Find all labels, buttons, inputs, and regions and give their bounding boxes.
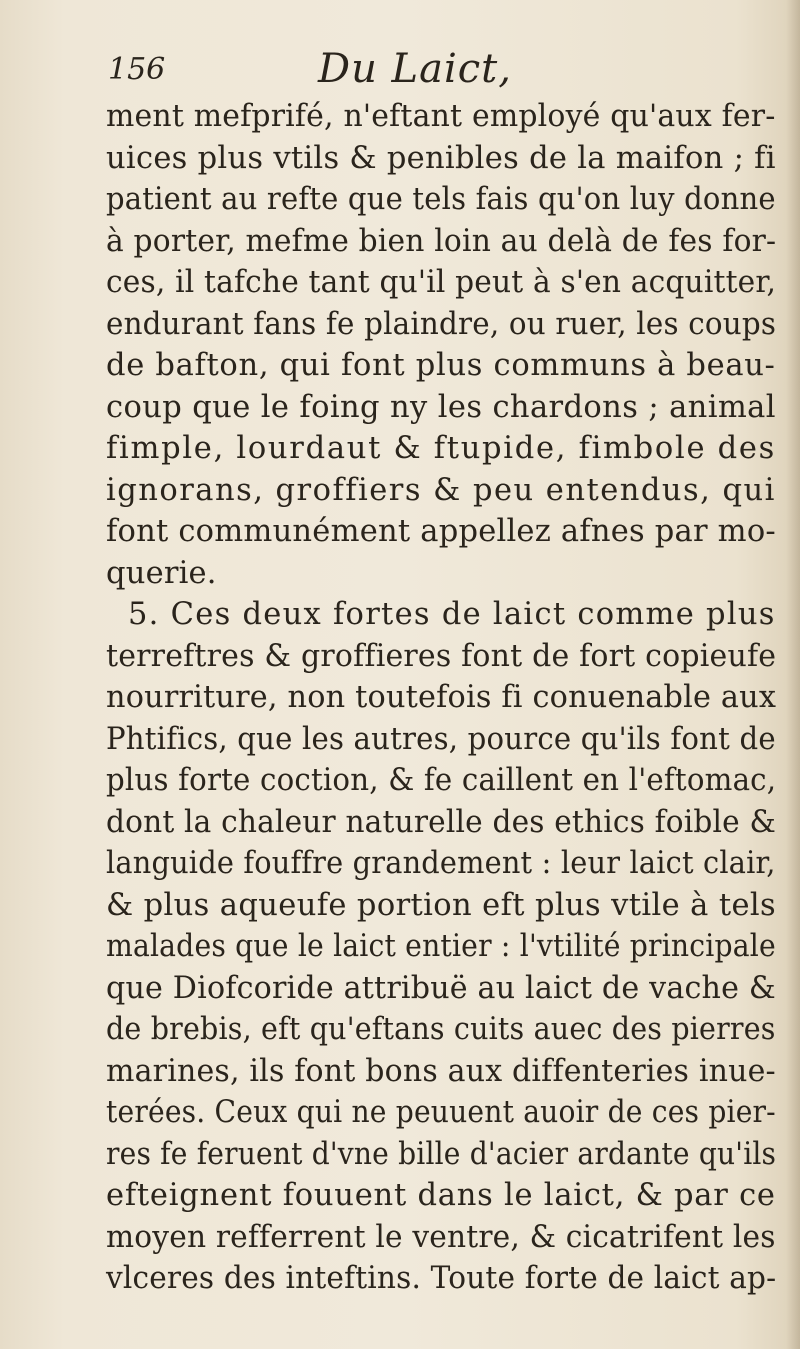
text-line: uices plus vtils & penibles de la maifon ; fi <box>106 140 776 176</box>
paragraph-start-line: 5. Ces deux fortes de laict comme plus <box>128 597 776 632</box>
page-edge-shadow <box>786 0 800 1349</box>
text-line: ces, il tafche tant qu'il peut à s'en acquitter, <box>106 265 777 300</box>
text-line: patient au refte que tels fais qu'on luy donne <box>106 182 776 217</box>
text-line: dont la chaleur naturelle des ethics foible & <box>106 804 776 840</box>
text-line: res fe feruent d'vne bille d'acier ardante qu'ils <box>106 1136 777 1172</box>
text-line: endurant fans fe plaindre, ou ruer, les coups <box>106 306 777 342</box>
text-line: nourriture, non toutefois fi conuenable aux <box>106 680 777 715</box>
text-line: ignorans, groffiers & peu entendus, qui <box>106 472 776 508</box>
text-line: & plus aqueufe portion eft plus vtile à tels <box>106 887 777 923</box>
text-line: que Diofcoride attribuë au laict de vache & <box>106 970 776 1006</box>
text-line: Phtifics, que les autres, pource qu'ils font de <box>106 721 776 757</box>
text-line: querie. <box>106 555 217 591</box>
text-line: malades que le laict entier : l'vtilité principale <box>106 929 776 964</box>
page-number: 156 <box>108 52 166 87</box>
text-line: efteignent fouuent dans le laict, & par ce <box>106 1178 776 1213</box>
body-text <box>106 96 776 1300</box>
text-line: languide fouffre grandement : leur laict clair, <box>106 846 776 881</box>
text-line: vlceres des inteftins. Toute forte de laict ap- <box>106 1261 777 1296</box>
text-line: terées. Ceux qui ne peuuent auoir de ces pier- <box>106 1095 776 1130</box>
text-line: fimple, lourdaut & ftupide, fimbole des <box>106 431 776 466</box>
text-line: de bafton, qui font plus communs à beau- <box>106 348 776 383</box>
page-header <box>108 46 748 96</box>
text-line: marines, ils font bons aux diffenteries inue- <box>106 1053 776 1089</box>
running-head: Du Laict, <box>318 46 512 92</box>
text-line: moyen refferrent le ventre, & cicatrifent les <box>106 1219 776 1255</box>
text-line: de brebis, eft qu'eftans cuits auec des pierres <box>106 1012 776 1047</box>
text-line: à porter, mefme bien loin au delà de fes for- <box>106 223 777 259</box>
text-line: ment mefprifé, n'eftant employé qu'aux fer- <box>106 99 776 134</box>
text-line: terreftres & groffieres font de fort copieufe <box>106 638 777 674</box>
text-line: coup que le foing ny les chardons ; animal <box>106 389 776 425</box>
text-line: plus forte coction, & fe caillent en l'eftomac, <box>106 763 777 798</box>
text-line: font communément appellez afnes par mo- <box>106 514 776 549</box>
